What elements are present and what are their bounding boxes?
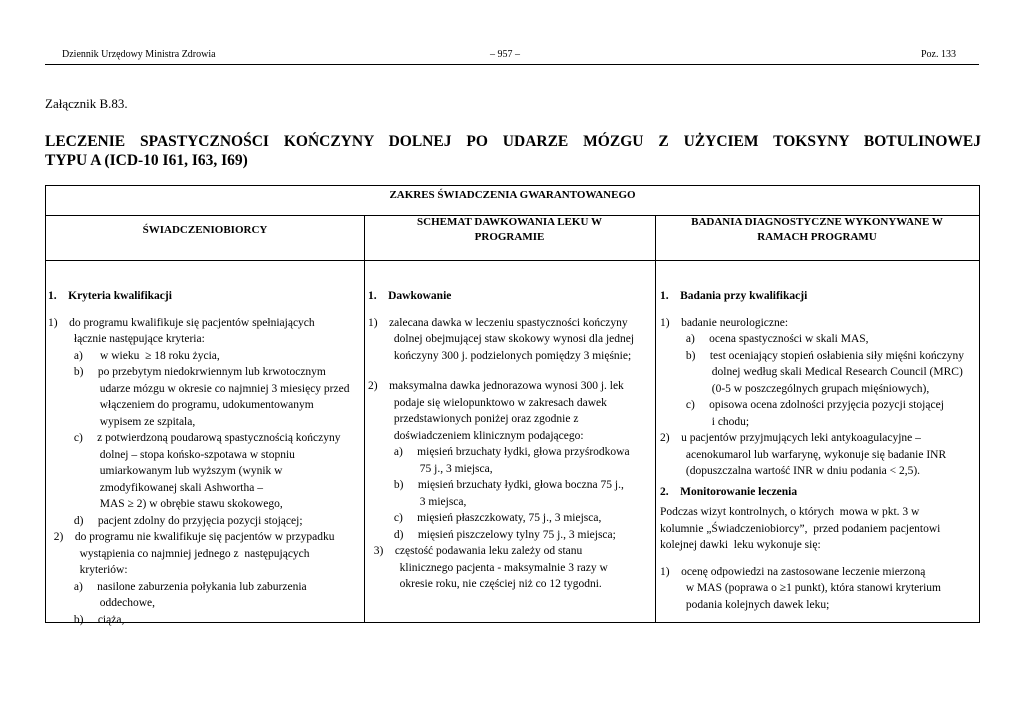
section-heading: 2. Monitorowanie leczenia [660,485,798,498]
list-item: dolnej – stopa końsko-szpotawa w stopniu [48,448,295,461]
paragraph-line: kolejnej dawki leku wykonuje się: [660,539,821,551]
list-item: 3 miejsca, [368,495,467,508]
header-line: BADANIA DIAGNOSTYCZNE WYKONYWANE W [691,216,943,228]
list-item: b) test oceniający stopień osłabienia siły mięśni kończyny [660,349,965,362]
list-item: łącznie następujące kryteria: [48,333,205,345]
list-item: MAS ≥ 2) w obrębie stawu skokowego, [48,498,283,510]
list-item: podania kolejnych dawek leku; [660,598,830,611]
journal-name: Dziennik Urzędowy Ministra Zdrowia [62,49,216,60]
list-item: wypisem ze szpitala, [48,415,196,428]
list-item: klinicznego pacjenta - maksymalnie 3 razy w [368,561,608,574]
column-header-dosage [364,215,655,245]
column-header-beneficiaries: ŚWIADCZENIOBIORCY [142,224,268,236]
dosage-column [368,288,653,593]
list-item: i chodu; [660,415,750,428]
list-item: dolnej według skali Medical Research Council (MRC) [660,366,963,378]
position-number: Poz. 133 [921,49,956,60]
list-item: zmodyfikowanej skali Ashwortha – [48,481,263,494]
list-item: oddechowe, [48,597,155,609]
list-item: (dopuszczalna wartość INR w dniu podania < 2,5). [660,465,921,477]
list-item: 1) badanie neurologiczne: [660,316,789,329]
list-item: umiarkowanym lub wyższym (wynik w [48,465,283,477]
list-item: włączeniem do programu, udokumentowanym [48,399,314,411]
list-item: c) mięsień płaszczkowaty, 75 j., 3 miejsca, [368,512,602,524]
list-item: 2) u pacjentów przyjmujących leki antykoagulacyjne – [660,432,921,444]
column-header-diagnostics [655,215,979,245]
list-item: d) mięsień piszczelowy tylny 75 j., 3 miejsca; [368,528,616,541]
list-item: 1) zalecana dawka w leczeniu spastyczności kończyny [368,316,628,329]
beneficiaries-column [48,288,362,628]
list-item: (0-5 w poszczególnych grupach mięśniowych), [660,382,930,395]
list-item: podaje się wielopunktowo w zakresach dawek [368,396,607,409]
benefit-table [45,185,980,626]
list-item: b) mięsień brzuchaty łydki, głowa boczna 75 j., [368,479,624,491]
header-line: PROGRAMIE [474,231,545,243]
list-item: 75 j., 3 miejsca, [368,462,493,475]
page-number: – 957 – [490,49,520,60]
list-item: doświadczeniem klinicznym podającego: [368,429,584,442]
list-item: b) po przebytym niedokrwiennym lub krwotocznym [48,366,326,378]
list-item: okresie roku, nie częściej niż co 12 tygodni. [368,578,602,590]
list-item: c) z potwierdzoną poudarową spastycznością kończyny [48,432,341,444]
paragraph-line: kolumnie „Świadczeniobiorcy”, przed podaniem pacjentowi [660,522,941,535]
list-item: w MAS (poprawa o ≥1 punkt), która stanowi kryterium [660,582,941,594]
column-divider [364,215,365,622]
header-rule [45,64,979,65]
header-line: SCHEMAT DAWKOWANIA LEKU W [417,216,602,228]
list-item: c) opisowa ocena zdolności przyjęcia pozycji stojącej [660,399,944,411]
title-line-2: TYPU A (ICD-10 I61, I63, I69) [45,152,248,169]
list-item: 1) ocenę odpowiedzi na zastosowane leczenie mierzoną [660,565,926,578]
list-item: 2) maksymalna dawka jednorazowa wynosi 300 j. lek [368,380,624,392]
title-line-1: LECZENIE SPASTYCZNOŚCI KOŃCZYNY DOLNEJ PO UDARZE MÓZGU Z UŻYCIEM TOKSYNY BOTULINOWEJ [45,133,981,150]
list-item: b) ciąża, [48,613,125,626]
list-item: dolnej obejmującej staw skokowy wynosi dla jednej [368,333,635,345]
section-heading: 1. Dawkowanie [368,290,452,302]
header-line: RAMACH PROGRAMU [757,231,877,243]
list-item: a) nasilone zaburzenia połykania lub zaburzenia [48,580,307,593]
annex-label: Załącznik B.83. [45,96,128,111]
list-item: acenokumarol lub warfarynę, wykonuje się badanie INR [660,448,947,461]
list-item: d) pacjent zdolny do przyjęcia pozycji stojącej; [48,514,303,527]
list-item: 2) do programu nie kwalifikuje się pacjentów w przypadku [48,531,335,543]
list-item: a) mięsień brzuchaty łydki, głowa przyśrodkowa [368,446,630,458]
list-item: kryteriów: [48,564,128,576]
list-item: a) ocena spastyczności w skali MAS, [660,333,869,345]
list-item: a) w wieku ≥ 18 roku życia, [48,349,220,362]
section-heading: 1. Kryteria kwalifikacji [48,290,172,302]
divider [46,260,979,261]
list-item: kończyny 300 j. podzielonych pomiędzy 3 mięśnie; [368,349,632,362]
table-caption: ZAKRES ŚWIADCZENIA GWARANTOWANEGO [389,189,636,201]
list-item: 3) częstość podawania leku zależy od stanu [368,545,583,557]
list-item: udarze mózgu w okresie co najmniej 3 miesięcy przed [48,382,350,395]
page-title [45,132,981,170]
list-item: wystąpienia co najmniej jednego z następujących [48,547,310,560]
paragraph-line: Podczas wizyt kontrolnych, o których mowa w pkt. 3 w [660,506,920,518]
section-heading: 1. Badania przy kwalifikacji [660,290,808,302]
diagnostics-column [660,288,978,613]
list-item: przedstawionych poniżej oraz zgodnie z [368,413,579,425]
column-divider [655,215,656,622]
list-item: 1) do programu kwalifikuje się pacjentów spełniających [48,316,315,329]
